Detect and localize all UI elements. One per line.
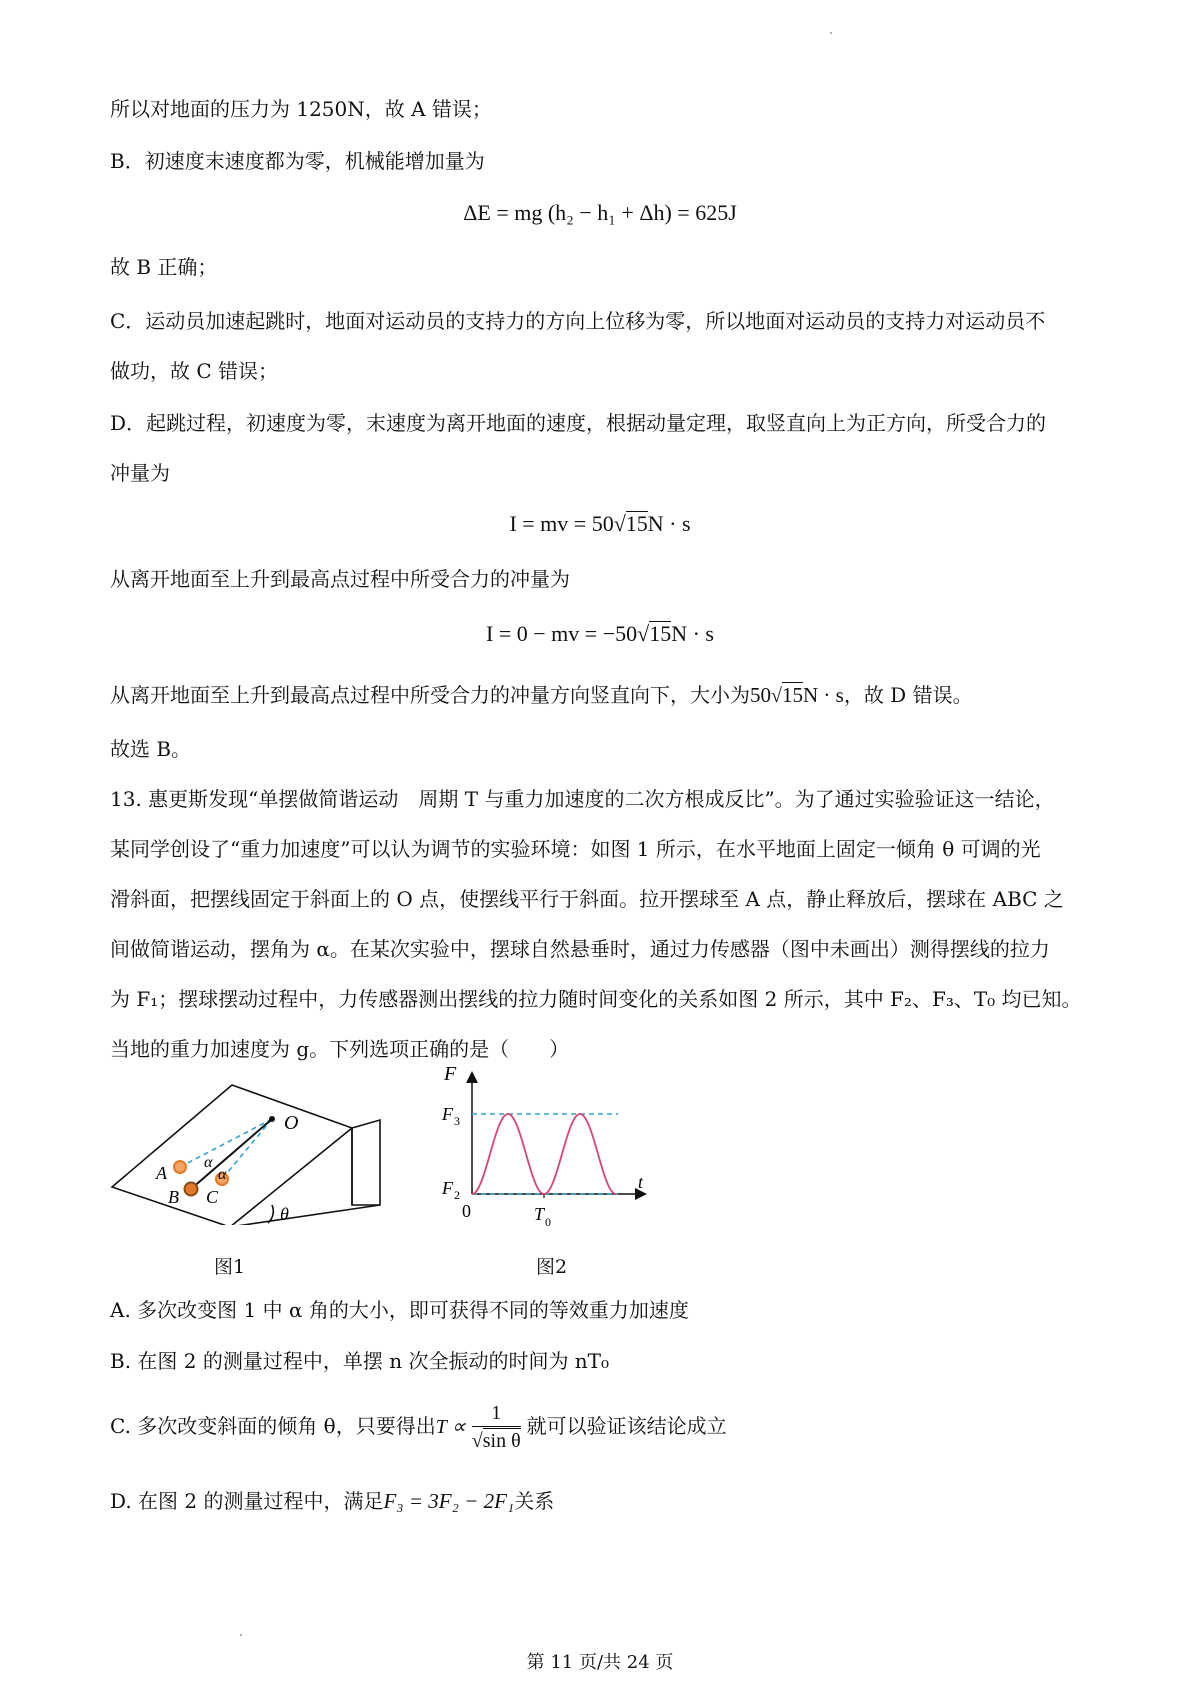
solution-line-9: [110, 680, 1100, 711]
solution-line-4: C．运动员加速起跳时，地面对运动员的支持力的方向上位移为零，所以地面对运动员的支持力对运动员不: [110, 309, 1046, 333]
eq2-root: 15: [625, 511, 648, 536]
label-C: C: [206, 1187, 219, 1207]
fraction-numerator: 1: [472, 1400, 521, 1427]
line9-val: 50: [750, 683, 771, 707]
eq3-root: 15: [649, 621, 672, 646]
question-line-3: 滑斜面，把摆线固定于斜面上的 O 点，使摆线平行于斜面。拉开摆球至 A 点，静止释放后，摆球在 ABC 之: [110, 887, 1064, 911]
axis-label-t: t: [638, 1172, 644, 1192]
equation-impulse-1: [0, 509, 1200, 539]
figure1-caption: 图1: [214, 1256, 246, 1278]
solution-line-5: 做功，故 C 错误；: [110, 359, 279, 383]
eq3-left: I = 0 − mv = −50: [486, 621, 638, 646]
figure2-force-time-graph: [438, 1062, 658, 1240]
label-B: B: [168, 1187, 179, 1207]
equation-impulse-2: [0, 619, 1200, 649]
option-C-post: 就可以验证该结论成立: [526, 1414, 727, 1438]
solution-line-8: 从离开地面至上升到最高点过程中所受合力的冲量为: [110, 567, 570, 591]
dashed-line-OC: [222, 1119, 272, 1179]
sqrt-sign: √: [613, 511, 626, 536]
eq2-left: I = mv = 50: [509, 511, 614, 536]
figure1-incline-diagram: [100, 1075, 400, 1225]
option-C: [110, 1396, 1100, 1457]
label-F2: F: [442, 1178, 453, 1198]
line9-post: ，故 D 错误。: [843, 683, 973, 707]
tension-curve: [472, 1114, 616, 1194]
incline-side-face: [352, 1120, 380, 1205]
option-D-post: 关系: [514, 1489, 555, 1513]
label-F3: F: [442, 1104, 453, 1124]
label-A: A: [156, 1163, 167, 1183]
option-D-pre: D. 在图 2 的测量过程中，满足: [110, 1489, 384, 1513]
axis-label-F: F: [444, 1063, 457, 1085]
equation-energy: ΔE = mg (h₂ − h₁ + Δh) = 625J: [463, 200, 737, 225]
question-line-5: 为 F₁；摆球摆动过程中，力传感器测出摆线的拉力随时间变化的关系如图 2 所示，其中 F₂、F₃、T₀ 均已知。: [110, 987, 1082, 1011]
pivot-point-O: [269, 1116, 275, 1122]
incline-top-face: [112, 1085, 352, 1225]
ball-at-A: [174, 1161, 186, 1173]
scan-speck: [240, 1634, 242, 1636]
figure2-caption: 图2: [536, 1256, 568, 1278]
option-C-pre: C. 多次改变斜面的倾角 θ，只要得出: [110, 1414, 436, 1438]
sqrt-sign: √: [471, 1430, 483, 1452]
label-alpha-2: α: [218, 1166, 227, 1183]
solution-line-10: 故选 B。: [110, 737, 192, 761]
question-line-4: 间做简谐运动，摆角为 α。在某次实验中，摆球自然悬垂时，通过力传感器（图中未画出）测得摆线的拉力: [110, 937, 1050, 961]
option-A: A. 多次改变图 1 中 α 角的大小，即可获得不同的等效重力加速度: [110, 1298, 689, 1322]
label-O: O: [284, 1112, 299, 1134]
page-footer: 第 11 页/共 24 页: [526, 1652, 674, 1673]
line9-root: 15: [781, 683, 803, 707]
ball-at-B: [185, 1183, 198, 1196]
option-C-T: T ∝: [435, 1416, 466, 1438]
option-D: [110, 1486, 1100, 1516]
label-F2-sub: 2: [454, 1188, 460, 1202]
sqrt-sign: √: [771, 685, 782, 707]
option-D-formula: F₃ = 3F₂ − 2F₁: [383, 1489, 515, 1513]
sqrt-sign: √: [637, 621, 650, 646]
fraction-root: sin θ: [482, 1430, 521, 1452]
option-B: B. 在图 2 的测量过程中，单摆 n 次全振动的时间为 nT₀: [110, 1349, 610, 1373]
label-T0-sub: 0: [545, 1215, 551, 1229]
solution-line-2: B．初速度末速度都为零，机械能增加量为: [110, 149, 485, 173]
label-origin: 0: [462, 1201, 471, 1221]
label-T0: T: [534, 1204, 545, 1224]
question-line-6: 当地的重力加速度为 g。下列选项正确的是（ ）: [110, 1037, 570, 1061]
label-F3-sub: 3: [454, 1114, 460, 1128]
solution-line-1: 所以对地面的压力为 1250N，故 A 错误；: [110, 97, 492, 121]
scan-speck: [830, 32, 832, 34]
solution-line-6: D．起跳过程，初速度为零，末速度为离开地面的速度，根据动量定理，取竖直向上为正方向，所受合力的: [110, 411, 1047, 435]
label-theta: θ: [280, 1204, 289, 1224]
line9-pre: 从离开地面至上升到最高点过程中所受合力的冲量方向竖直向下，大小为: [110, 683, 750, 707]
line9-unit: N · s: [802, 683, 844, 707]
eq2-unit: N · s: [647, 511, 691, 536]
option-C-fraction: [472, 1400, 521, 1455]
solution-line-7: 冲量为: [110, 461, 170, 485]
eq3-unit: N · s: [671, 621, 714, 646]
fraction-denominator: [472, 1427, 521, 1455]
question-line-2: 某同学创设了“重力加速度”可以认为调节的实验环境：如图 1 所示，在水平地面上固定一倾角 θ 可调的光: [110, 837, 1041, 861]
question-line-1: 13. 惠更斯发现“单摆做简谐运动 周期 T 与重力加速度的二次方根成反比”。为了通过实验验证这一结论，: [110, 787, 1055, 811]
solution-line-3: 故 B 正确；: [110, 255, 218, 279]
label-alpha-1: α: [204, 1154, 213, 1171]
